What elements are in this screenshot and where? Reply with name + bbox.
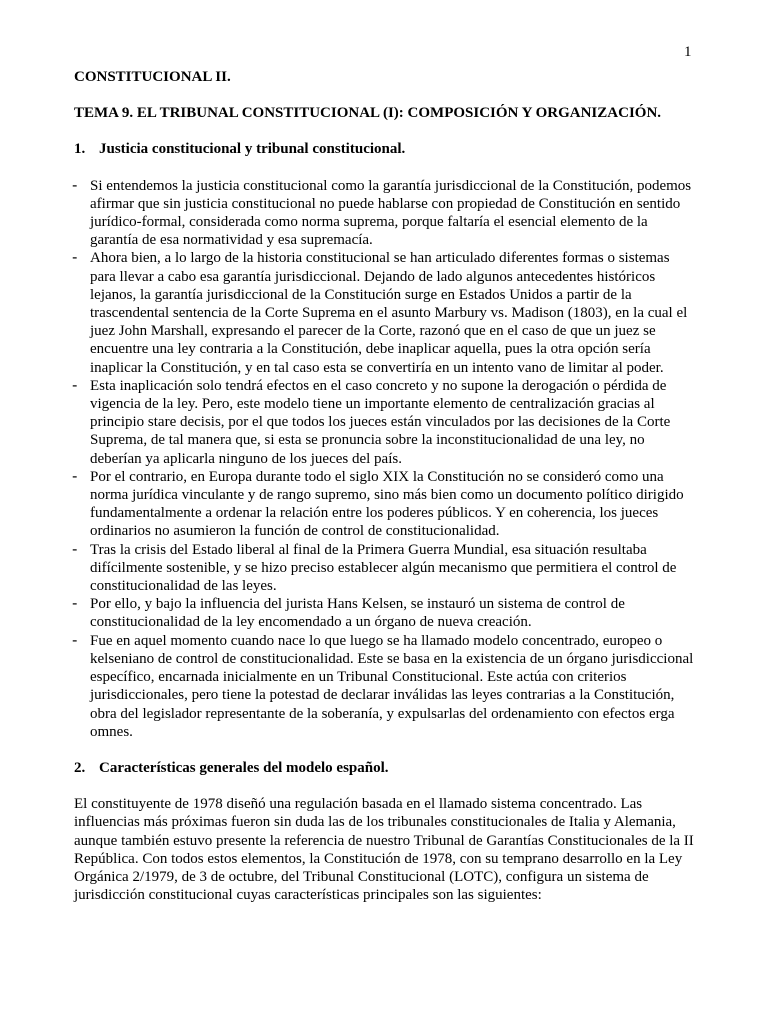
section-2-heading <box>74 759 694 777</box>
page-number: 1 <box>684 44 692 60</box>
section-1-title: Justicia constitucional y tribunal constitucional. <box>99 141 406 158</box>
bullet-dash: - <box>72 375 78 394</box>
bullet-dash: - <box>72 630 78 649</box>
bullet-dash: - <box>72 175 78 194</box>
section-2-paragraph: El constituyente de 1978 diseñó una regulación basada en el llamado sistema concentrado. Las influencias más próximas fueron sin duda las de los tribunales constitucionales de Italia y Alemania, aunque también estuvo presente la referencia de nuestro Tribunal de Garantías Constitucionales de la II República. Con todos estos elementos, la Constitución de 1978, con su temprano desarrollo en la Ley Orgánica 2/1979, de 3 de octubre, del Tribunal Constitucional (LOTC), configura un sistema de jurisdicción constitucional cuyas características principales son las siguientes: <box>74 796 694 904</box>
bullet-dash: - <box>72 248 78 267</box>
document-body <box>74 68 694 904</box>
section-2-number: 2. <box>74 759 86 776</box>
course-title: CONSTITUCIONAL II. <box>74 69 231 85</box>
bullet-item <box>74 377 694 468</box>
bullet-item <box>74 249 694 376</box>
bullet-item <box>74 177 694 250</box>
section-1-number: 1. <box>74 141 86 158</box>
section-1-bullet-list <box>74 177 694 741</box>
bullet-text: Si entendemos la justicia constitucional como la garantía jurisdiccional de la Constitución, podemos afirmar que sin justicia constitucional no puede hablarse con propiedad de Constitución en sentido jurídico-formal, considerada como norma suprema, porque faltaría el esencial elemento de la garantía de esa normatividad y esa supremacía. <box>90 177 692 249</box>
bullet-text: Tras la crisis del Estado liberal al final de la Primera Guerra Mundial, esa situación resultaba difícilmente sostenible, y se hizo preciso establecer algún mecanismo que permitiera el control de constitucionalidad de las leyes. <box>90 541 677 595</box>
bullet-item <box>74 632 694 741</box>
section-2-title: Características generales del modelo español. <box>99 759 389 776</box>
section-1-heading <box>74 140 694 158</box>
bullet-item <box>74 595 694 631</box>
bullet-item <box>74 468 694 541</box>
bullet-text: Esta inaplicación solo tendrá efectos en el caso concreto y no supone la derogación o pérdida de vigencia de la ley. Pero, este modelo tiene un importante elemento de centralización gracias al principio stare decisis, por el que todos los jueces están vinculados por las decisiones de la Corte Suprema, de tal manera que, si esta se pronuncia sobre la inconstitucionalidad de una ley, no deberían ya aplicarla ninguno de los jueces del país. <box>90 377 671 467</box>
bullet-text: Por ello, y bajo la influencia del jurista Hans Kelsen, se instauró un sistema de control de constitucionalidad de la ley encomendado a un órgano de nueva creación. <box>90 596 625 631</box>
bullet-text: Fue en aquel momento cuando nace lo que luego se ha llamado modelo concentrado, europeo o kelseniano de control de constitucionalidad. Este se basa en la existencia de un órgano jurisdiccional específico, encarnada inicialmente en un Tribunal Constitucional. Este actúa con criterios jurisdiccionales, pero tiene la potestad de declarar inválidas las leyes contrarias a la Constitución, obra del legislador representante de la soberanía, y expulsarlas del ordenamiento con efectos erga omnes. <box>90 632 694 740</box>
bullet-dash: - <box>72 539 78 558</box>
bullet-dash: - <box>72 466 78 485</box>
bullet-text: Por el contrario, en Europa durante todo el siglo XIX la Constitución no se consideró como una norma jurídica vinculante y de rango supremo, sino más bien como un documento político dirigido fundamentalmente a ordenar la relación entre los poderes públicos. Y en coherencia, los jueces ordinarios no asumieron la función de control de constitucionalidad. <box>90 468 684 540</box>
bullet-dash: - <box>72 594 78 613</box>
topic-title: TEMA 9. EL TRIBUNAL CONSTITUCIONAL (I): COMPOSICIÓN Y ORGANIZACIÓN. <box>74 105 662 122</box>
bullet-item <box>74 541 694 596</box>
bullet-text: Ahora bien, a lo largo de la historia constitucional se han articulado diferentes formas o sistemas para llevar a cabo esa garantía jurisdiccional. Dejando de lado algunos antecedentes históricos lejanos, la garantía jurisdiccional de la Constitución surge en Estados Unidos a partir de la trascendental sentencia de la Corte Suprema en el asunto Marbury vs. Madison (1803), en la cual el juez John Marshall, expresando el parecer de la Corte, razonó que en el caso de que un juez se encuentre una ley contraria a la Constitución, debe inaplicar aquella, pues la otra opción sería inaplicar la Constitución, y en tal caso esta se convertiría en un intento vano de limitar al poder. <box>90 250 688 376</box>
